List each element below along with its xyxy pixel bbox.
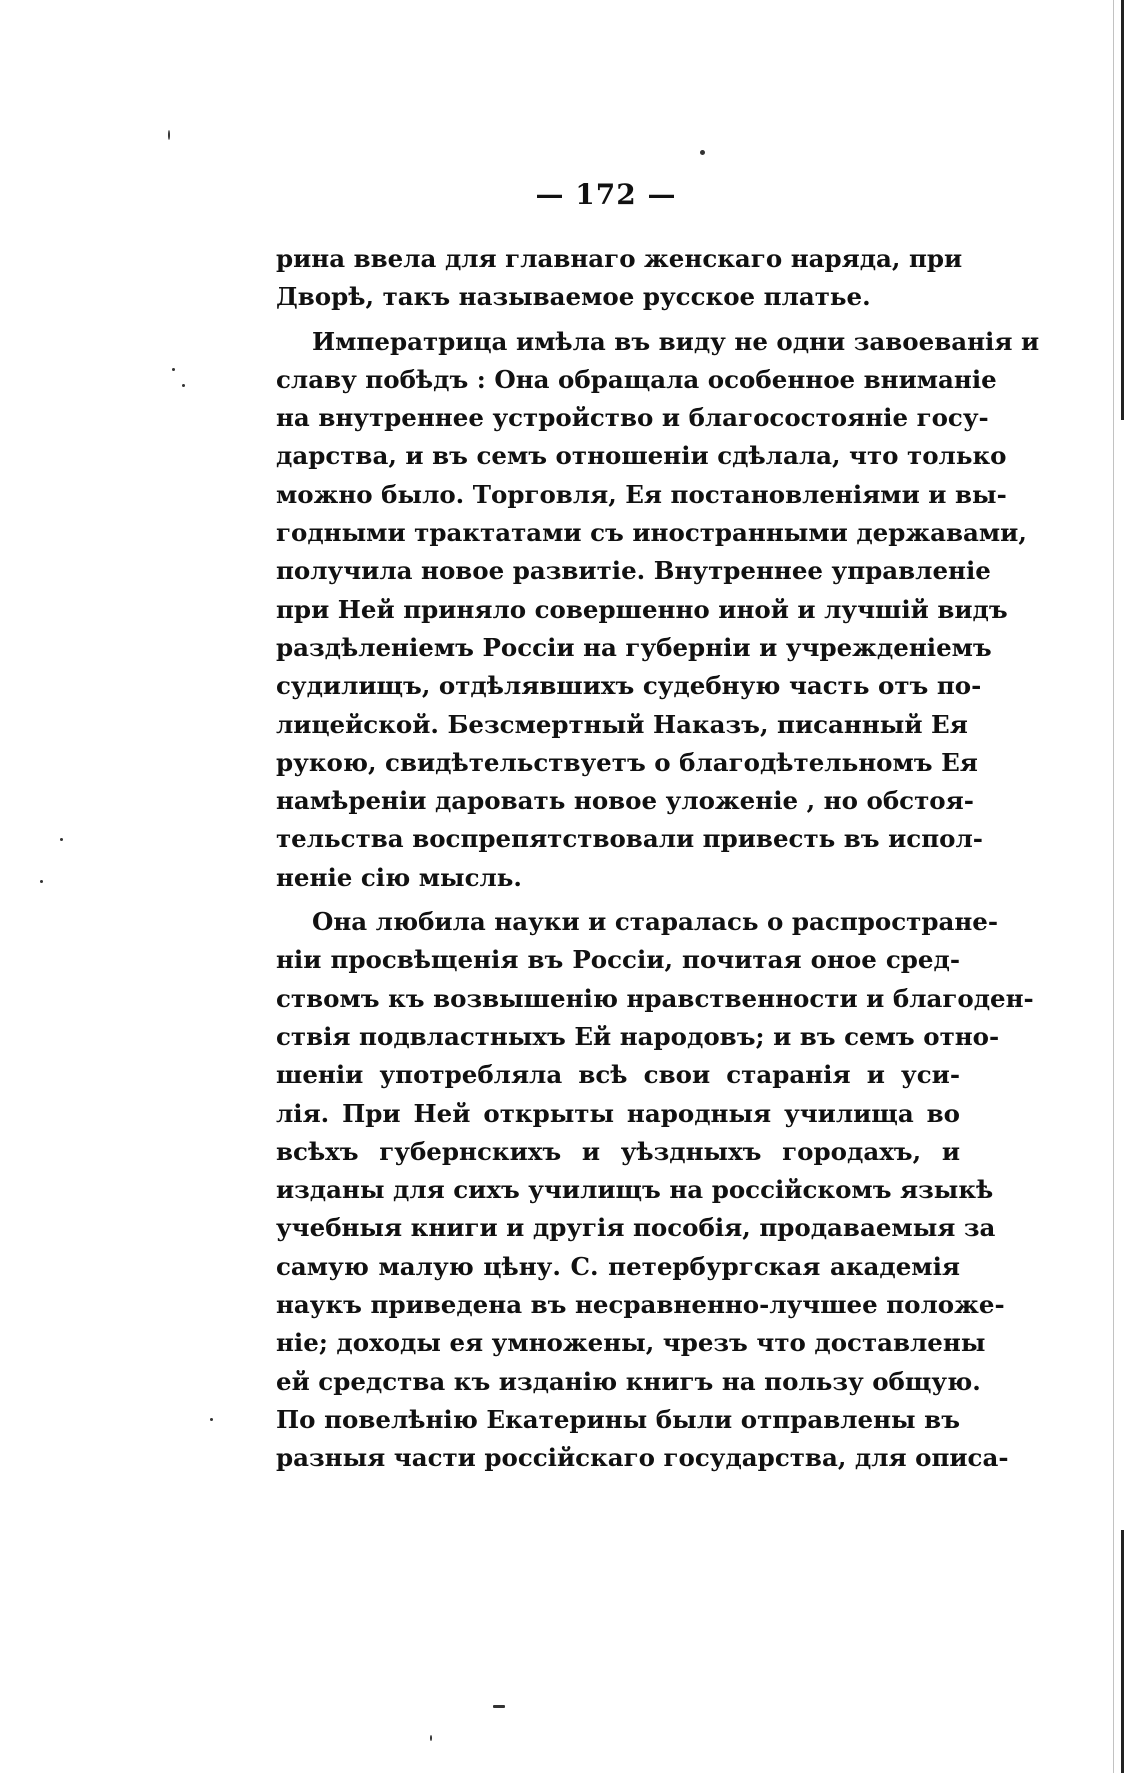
scan-speck (172, 368, 175, 371)
paragraph (276, 903, 1034, 1477)
text-line: самую малую цѣну. С. петербургская академія (276, 1251, 960, 1281)
text-line: рина ввела для главнаго женскаго наряда, при (276, 244, 963, 273)
page-number: — 172 — (535, 178, 677, 211)
scan-speck (430, 1735, 432, 1741)
scan-speck (700, 150, 705, 155)
text-line: шеніи употребляла всѣ свои старанія и уси- (276, 1060, 960, 1090)
text-line: ніи просвѣщенія въ Россіи, почитая оное сред- (276, 945, 960, 975)
text-line: годными трактатами съ иностранными державами, (276, 518, 1027, 548)
text-line: на внутреннее устройство и благосостояніе госу- (276, 403, 989, 433)
text-line: изданы для сихъ училищъ на россійскомъ языкѣ (276, 1175, 994, 1205)
text-line: учебныя книги и другія пособія, продаваемыя за (276, 1213, 996, 1243)
text-line: Она любила науки и старалась о распростране- (312, 907, 999, 937)
text-line: можно было. Торговля, Ея постановленіями и вы- (276, 479, 1007, 509)
page-edge-shadow (1113, 0, 1114, 1773)
scan-speck (182, 384, 185, 387)
text-line: тельства воспрепятствовали привесть въ испол- (276, 824, 983, 854)
text-line: дарства, и въ семъ отношеніи сдѣлала, что только (276, 441, 1007, 471)
text-line: получила новое развитіе. Внутреннее управленіе (276, 556, 991, 586)
text-line: ствія подвластныхъ Ей народовъ; и въ семъ отно- (276, 1021, 1000, 1051)
text-line: раздѣленіемъ Россіи на губерніи и учрежденіемъ (276, 632, 992, 662)
text-line: неніе сію мысль. (276, 862, 522, 892)
text-line: лицейской. Безсмертный Наказъ, писанный Ея (276, 709, 968, 739)
text-line: ніе; доходы ея умножены, чрезъ что доставлены (276, 1328, 986, 1358)
text-line: рукою, свидѣтельствуетъ о благодѣтельномъ Ея (276, 747, 978, 777)
text-line: при Ней приняло совершенно иной и лучшій видъ (276, 594, 1008, 624)
text-line: Дворѣ, такъ называемое русское платье. (276, 282, 871, 312)
body-text (276, 240, 1040, 1478)
text-line: наукъ приведена въ несравненно-лучшее положе- (276, 1290, 1005, 1320)
text-line: разныя части россійскаго государства, для описа- (276, 1443, 1009, 1473)
text-line: лія. При Ней открыты народныя училища во (276, 1098, 960, 1128)
scan-speck (60, 838, 63, 841)
paragraph (276, 323, 1040, 897)
paragraph (276, 240, 963, 317)
text-line: всѣхъ губернскихъ и уѣздныхъ городахъ, и (276, 1136, 960, 1166)
text-line: ей средства къ изданію книгъ на пользу общую. (276, 1366, 981, 1396)
scan-speck (493, 1705, 505, 1708)
scan-speck (168, 130, 170, 140)
text-line: Императрица имѣла въ виду не одни завоеванія и (312, 326, 1040, 356)
text-line: ствомъ къ возвышенію нравственности и благоден- (276, 983, 1034, 1013)
text-line: намѣреніи даровать новое уложеніе , но обстоя- (276, 786, 974, 816)
text-line: По повелѣнію Екатерины были отправлены въ (276, 1404, 960, 1434)
page-edge-line-bottom (1121, 1530, 1124, 1773)
scan-speck (40, 880, 43, 883)
text-line: славу побѣдъ : Она обращала особенное вниманіе (276, 364, 997, 394)
scan-speck (210, 1418, 213, 1421)
text-line: судилищъ, отдѣлявшихъ судебную часть отъ по- (276, 671, 982, 701)
